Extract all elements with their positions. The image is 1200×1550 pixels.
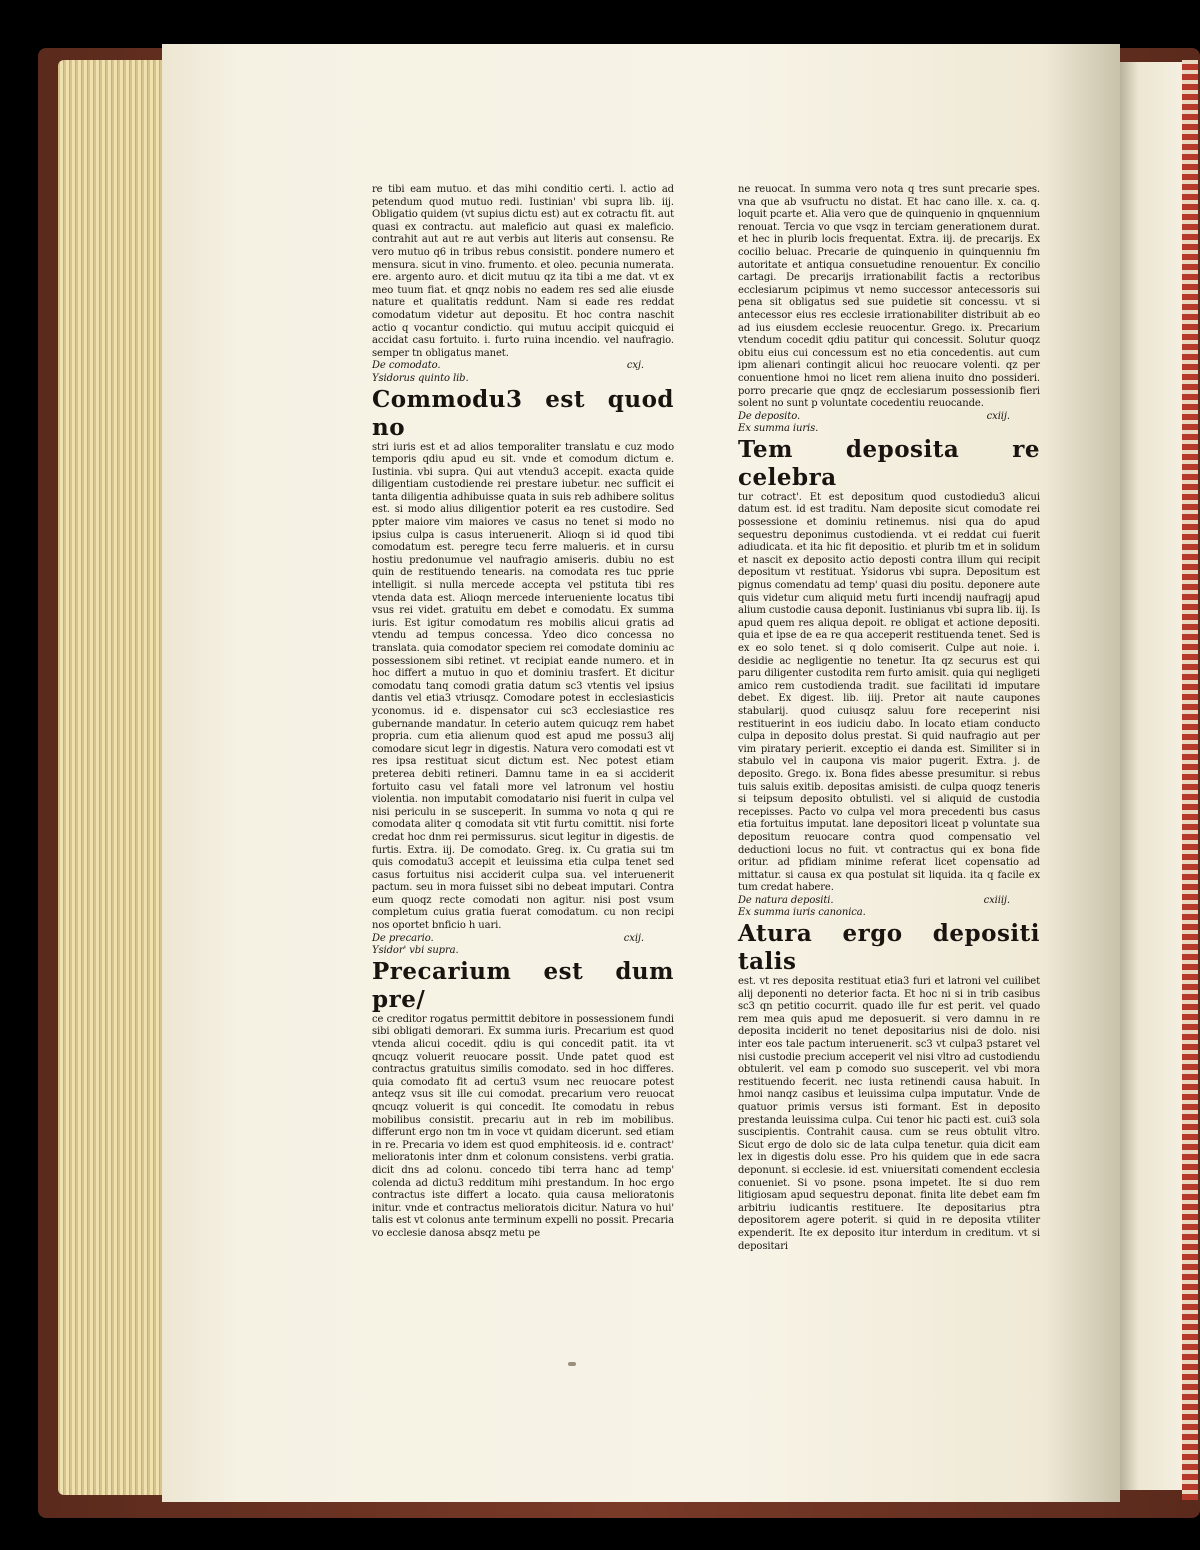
chapter-title bbox=[372, 933, 674, 946]
facing-page-edge bbox=[1120, 62, 1182, 1490]
text-block: est. vt res deposita restituat etia3 furi et latroni vel cuilibet alij deponenti no deterior facta. Et hoc ni si in trib casibus sc3 qn petitio cocurrit. quado ille fur est perit. vel quado rem mea quis apud me deposuerit. si vero damnu in re deposita inciderit no tenet depositarius nisi de dolo. nisi inter eos tale pactum interuenerit. sc3 vt culpa3 pstaret vel nisi custodie precium acceperit vel nisi vltro ad custodiendu obtulerit. vel eam p comodo suo susceperit. vel vbi mora restituendo fecerit. nec iusta retinendi causa habuit. In hmoi nanqz casibus et leuissima culpa imputatur. Vnde de quatuor primis versus isti formant. Est in deposito prestanda leuissima culpa. Cui tenor hic pacti est. cui3 sola suscipientis. Contrahit causa. cum se reus obtulit vltro. Sicut ergo de dolo sic de lata culpa tenetur. quia dicit eam lex in digestis dolu esse. Pro his quidem que in ede sacra deponunt. si ecclesie. id est. vniuersitati comendent ecclesia conueniet. Si vo psone. psona impetet. Ite si duo rem litigiosam apud sequestru deponat. finita lite debet eam fm arbitriu iudicantis restituere. Ite depositarius ptra depositorem agere poterit. si quid in re deposita vtiliter expenderit. Ite ex deposito itur interdum in creditum. vt si depositari bbox=[738, 976, 1040, 1252]
right-text-column bbox=[738, 184, 1040, 1280]
chapter-label: De natura depositi. bbox=[738, 894, 834, 906]
headband bbox=[1182, 60, 1198, 1500]
section-heading: Tem deposita re celebra bbox=[738, 435, 1040, 491]
source-citation: Ex summa iuris. bbox=[738, 423, 819, 435]
section-heading: Commodu3 est quod no bbox=[372, 385, 674, 441]
page-mark bbox=[568, 1362, 576, 1366]
chapter-number: cxj. bbox=[626, 360, 644, 372]
chapter-label: De comodato. bbox=[372, 360, 441, 372]
chapter-title bbox=[738, 411, 1040, 424]
left-text-column bbox=[372, 184, 674, 1264]
chapter-label: De precario. bbox=[372, 932, 434, 944]
chapter-title bbox=[372, 360, 674, 373]
section-heading: Precarium est dum pre/ bbox=[372, 957, 674, 1013]
text-block: ce creditor rogatus permittit debitore in possessionem fundi sibi obligati demorari. Ex summa iuris. Precarium est quod vtenda alicui cocedit. qdiu is qui concedit patit. ita vt qncuqz voluerit reuocare possit. Unde patet quod est contractus gratuitus similis comodato. sed in hoc differes. quia comodato fit ad certu3 vsum nec reuocare potest anteqz vsus sit ille cui comodat. precarium vero reuocat qncuqz voluerit is qui concedit. Ite comodatu in rebus mobilibus consistit. precariu aut in reb im mobilibus. differunt ergo non tm in voce vt quidam dicerunt. sed etiam in re. Precaria vo idem est quod emphiteosis. id e. contract' melioratonis inter dnm et colonum consistens. verbi gratia. dicit dns ad colonu. concedo tibi terra hanc ad temp' colenda ad dictu3 redditum mihi prestandum. In hoc ergo contractus iste differt a locato. quia causa melioratonis initur. vnde et contractus melioratois dicitur. Natura vo hui' talis est vt colonus ante terminum expelli no possit. Precaria vo ecclesie danosa absqz metu pe bbox=[372, 1013, 674, 1239]
page-edges bbox=[58, 60, 178, 1495]
section-heading: Atura ergo depositi talis bbox=[738, 920, 1040, 976]
text-block: stri iuris est et ad alios temporaliter translatu e cuz modo temporis qdiu apud eu sit. vnde et comodum dictum e. Iustinia. vbi supra. Qui aut vtendu3 accepit. exacta quide diligentiam custodiende rei prestare iubetur. nec sufficit ei tanta diligentia adhibuisse quata in suis reb adhibere solitus est. si modo alius diligentior poterit ea res custodire. Sed ppter maiore vim maiores ve casus no tenet si modo no ipsius culpa is casus interuenerit. Alioqn si id quod tibi comodatum est. peregre tecu ferre malueris. et in cursu hostiu predonumue vel naufragio amiseris. dubiu no est quin de restituendo tenearis. na comodata res tuc pprie intelligit. si nulla mercede accepta vel pstituta tibi res vtenda data est. Alioqn mercede interueniente locatus tibi vsus rei videt. gratuitu em debet e comodatu. Ex summa iuris. Est igitur comodatum res mobilis alicui gratis ad vtendu ad tempus concessa. Ydeo dico concessa no translata. quia comodator speciem rei comodate dominiu ac possessionem sibi retinet. vt recipiat eande numero. et in hoc differt a mutuo in quo et dominiu trasfert. Et dicitur comodatu tanq comodi gratia datum sc3 vtentis vel ipsius dantis vel etia3 vtriusqz. Comodare potest in ecclesiasticis yconomus. id e. dispensator cui sc3 ecclesiastice res gubernande mandatur. In ceterio autem quicuqz rem habet propria. cum etia alienum quod est apud me possu3 alij comodare sicut legr in digestis. Natura vero comodati est vt res ipsa restituat sicut dictum est. Nec potest etiam preterea debiti retineri. Damnu tame in ea si acciderit fortuito casu vel fatali more vel latronum vel hostiu violentia. non imputabit comodatario nisi fuerit in culpa vel nisi periculu in se susceperit. In summa vo nota q qui re comodata aliter q comodata sit vtit furtu comittit. nisi forte credat hoc dnm rei permissurus. sicut legitur in digestis. de furtis. Extra. iij. De comodato. Greg. ix. Cu gratia sui tm quis comodatu3 accepit et leuissima etia culpa tenet sed casus fortuitus nisi acciderit culpa sua. vel interuenerit pactum. seu in mora fuisset sibi no debeat imputari. Contra eum quoqz recte comodati non agitur. nisi post vsum completum cuius gratia fuerat comodatum. cu non recipi nos oportet bnficio h uari. bbox=[372, 441, 674, 932]
chapter-label: De deposito. bbox=[738, 410, 801, 422]
source-citation: Ex summa iuris canonica. bbox=[738, 907, 866, 919]
chapter-number: cxij. bbox=[623, 932, 644, 944]
chapter-number: cxiij. bbox=[986, 410, 1010, 422]
source-citation: Ysidorus quinto lib. bbox=[372, 372, 469, 384]
source-citation: Ysidor' vbi supra. bbox=[372, 945, 459, 957]
text-block: re tibi eam mutuo. et das mihi conditio certi. l. actio ad petendum quod mutuo redi. Iustinian' vbi supra lib. iij. Obligatio quidem (vt supius dictu est) aut ex cotractu fit. aut quasi ex contractu. aut maleficio aut quasi ex maleficio. contrahit aut aut re aut verbis aut literis aut consensu. Re vero mutuo q6 in tribus rebus consistit. pondere numero et mensura. sicut in vino. frumento. et oleo. pecunia numerata. ere. argento auro. et dicit mutuu qz ita tibi a me dat. vt ex meo tuum fiat. et qnqz nobis no eadem res sed alie eiusde nature et qualitatis reddunt. Nam si eade res reddat comodatum videtur aut depositu. Et hoc contra naschit actio q vocantur condictio. qui mutuu accipit quicquid ei accidat casu fortuito. i. furto ruina incendio. vel naufragio. semper tn obligatus manet. bbox=[372, 184, 674, 359]
chapter-title bbox=[738, 895, 1040, 908]
text-block: tur cotract'. Et est depositum quod custodiedu3 alicui datum est. id est traditu. Nam deposite sicut comodate rei possessione et dominiu retinemus. nisi qua do apud sequestru deponimus custodienda. vt ei reddat cui fuerit adiudicata. et ita hic fit depositio. et plurib tm et in solidum et nascit ex deposito actio deposti contra illum qui recipit depositum vt restituat. Ysidorus vbi supra. Depositum est pignus comendatu ad temp' quasi diu positu. deponere aute quis videtur cum aliquid metu furti incendij naufragij apud alium custodie causa deponit. Iustinianus vbi supra lib. iij. Is apud quem res aliqua depoit. re obligat et actione depositi. quia et ipse de ea re qua acceperit restituenda tenet. Sed is ex eo solo tenet. si q dolo comiserit. Culpe aut noie. i. desidie ac negligentie no tenetur. Ita qz securus est qui paru diligenter custodita rem furto amisit. quia qui negligeti amico rem custodienda tradit. sue facilitati id imputare debet. Ex digest. lib. iiij. Pretor ait naute caupones stabularij. quod cuiusqz saluu fore receperint nisi restituerint in eos iudiciu dabo. In locato etiam conducto culpa in deposito dolus prestat. Si quid naufragio aut per vim piratary perierit. exceptio ei danda est. Similiter si in stabulo vel in caupona vis maior pugerit. Extra. j. de deposito. Grego. ix. Bona fides abesse presumitur. si rebus tuis saluis exitib. depositas amisisti. de culpa quoqz teneris si teipsum deposito obtulisti. vel si aliquid de custodia recepisses. Pacto vo culpa vel mora precedenti bus casus etia fortuitus imputat. lane depositori liceat p voluntate sua depositum reuocare contra quod compensatio vel deductioni locus no fuit. vt contractus qui ex bona fide oritur. ad pfidiam minime referat licet copensatio ad mittatur. si causa ex qua postulat sit liquida. ita q facile ex tum credat habere. bbox=[738, 491, 1040, 894]
chapter-number: cxiiij. bbox=[983, 894, 1010, 906]
text-block: ne reuocat. In summa vero nota q tres sunt precarie spes. vna que ab vsufructu no distat. Et hac cano ille. x. ca. q. loquit pcarte et. Alia vero que de quinquenio in qnquennium renouat. Tercia vo que vsqz in terciam generationem durat. et hec in plurib locis frequentat. Extra. iij. de precarijs. Ex cocilio beluac. Precarie de quinquenio in quinquenniu fm autoritate et antiqua consuetudine renouentur. Ex concilio cartagi. De precarijs irrationabilit factis a rectoribus ecclesiarum pcipimus vt nemo successor antecessoris sui pena sit obligatus sed sue puidetie sit concessu. vt si antecessor eius res ecclesie irrationabiliter distribuit ab eo ad ius eiusdem ecclesie reuocentur. Grego. ix. Precarium vtendum cocedit qdiu patitur qui concessit. Solutur quoqz obitu eius cui concessum est no etia concedentis. aut cum ipm alienari contingit alicui hoc reuocare volenti. qz per conuentione hmoi no licet rem aliena inuito dno possideri. porro precarie que qnqz de ecclesiarum possessionib fieri solent no sunt p voluntate cocedentiu reuocande. bbox=[738, 184, 1040, 410]
